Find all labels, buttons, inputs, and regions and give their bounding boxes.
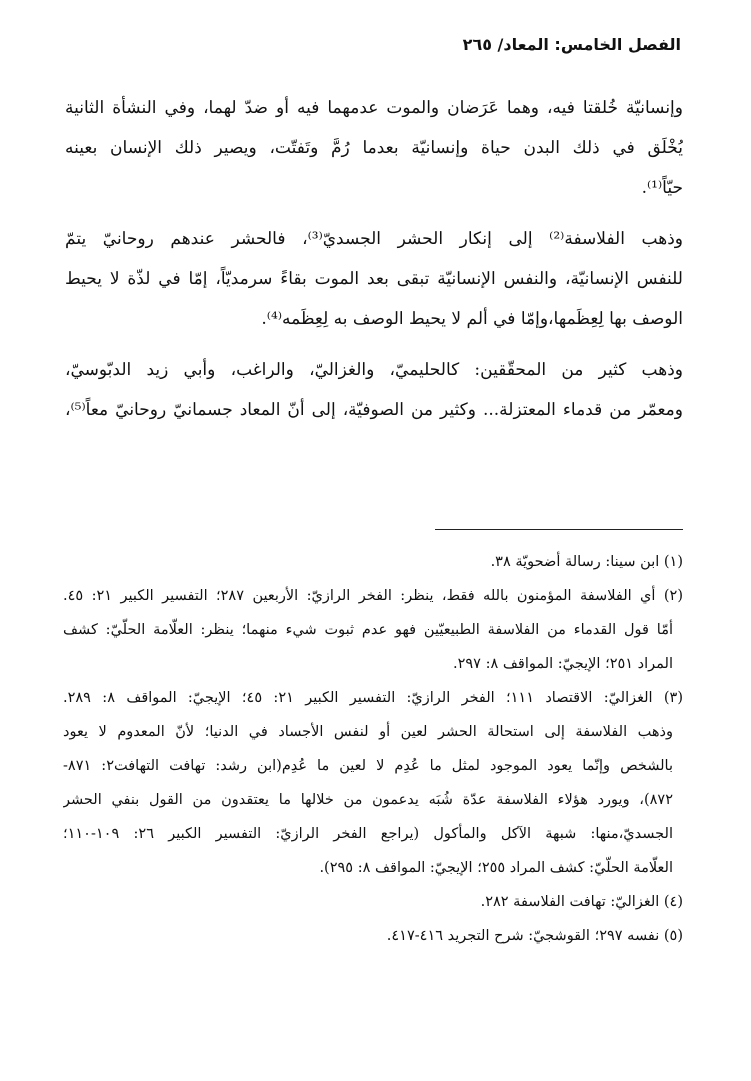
footnote-line: (٥) نفسه ٢٩٧؛ القوشجيّ: شرح التجريد ٤١٦-٤١٧.	[386, 928, 683, 944]
paragraph	[65, 88, 683, 208]
text-line: للنفس الإنسانيّة، والنفس الإنسانيّة تبقى بعد الموت بقاءً سرمديّاً، إمّا في لذّة لا يحيط	[65, 269, 683, 289]
running-head: الفصل الخامس: المعاد/ ٢٦٥	[462, 35, 681, 54]
footnote-line: (٢) أي الفلاسفة المؤمنون بالله فقط، ينظر: الفخر الرازيّ: الأربعين ٢٨٧؛ التفسير الكبير ٢١: ٤٥.	[63, 588, 683, 604]
footnote-2	[63, 579, 683, 681]
paragraph	[65, 219, 683, 339]
text-line: وإنسانيّة خُلقتا فيه، وهما عَرَضان والموت عدمهما فيه أو ضدّ لهما، وفي النشأة الثانية	[65, 98, 683, 118]
text-line: يُخْلَق في ذلك البدن حياة وإنسانيّة بعدما رُمَّ وتَفتّت، ويصير ذلك الإنسان بعينه	[65, 138, 683, 158]
footnote-1	[63, 545, 683, 579]
footnote-line: (٤) الغزاليّ: تهافت الفلاسفة ٢٨٢.	[480, 894, 683, 910]
paragraph	[65, 350, 683, 430]
text-line: ومعمّر من قدماء المعتزلة... وكثير من الصوفيّة، إلى أنّ المعاد جسمانيّ روحانيّ معاً⁽⁵⁾،	[65, 400, 683, 420]
footnote-5	[63, 919, 683, 953]
footnote-line: العلّامة الحلّيّ: كشف المراد ٢٥٥؛ الإيجيّ: المواقف ٨: ٢٩٥).	[319, 860, 673, 876]
text-line: وذهب كثير من المحقّقين: كالحليميّ، والغزاليّ، والراغب، وأبي زيد الدبّوسيّ،	[65, 360, 683, 380]
footnote-line: بالشخص وإنّما يعود الموجود لمثل ما عُدِم لا لعين ما عُدِم(ابن رشد: تهافت التهافت٢: ٨٧١-	[63, 758, 674, 774]
footnote-line: (٣) الغزاليّ: الاقتصاد ١١١؛ الفخر الرازيّ: التفسير الكبير ٢١: ٤٥؛ الإيجيّ: المواقف ٨: ٢٨٩.	[63, 690, 683, 706]
footnote-line: وذهب الفلاسفة إلى استحالة الحشر لعين أو لنفس الأجساد في الدنيا؛ لأنّ المعدوم لا يعود	[63, 724, 673, 740]
footnote-line: أمّا قول القدماء من الفلاسفة الطبيعيّين فهو عدم ثبوت شيء منهما؛ ينظر: العلّامة الحلّيّ: كشف	[63, 622, 673, 638]
footnote-divider	[435, 529, 683, 530]
main-text	[65, 88, 683, 430]
footnotes	[63, 545, 683, 953]
footnote-4	[63, 885, 683, 919]
footnote-line: المراد ٢٥١؛ الإيجيّ: المواقف ٨: ٢٩٧.	[453, 656, 673, 672]
footnote-line: (١) ابن سينا: رسالة أضحويّة ٣٨.	[490, 554, 683, 570]
footnote-line: ٨٧٢)، ويورد هؤلاء الفلاسفة عدّة شُبَه يدعمون من خلالها ما يعتقدون من القول بنفي الحشر	[63, 792, 673, 808]
text-line: الوصف بها لِعِظَمها،وإمّا في ألم لا يحيط الوصف به لِعِظَمه⁽⁴⁾.	[261, 309, 683, 329]
footnote-3	[63, 681, 683, 885]
footnote-line: الجسديّ،منها: شبهة الآكل والمأكول (يراجع الفخر الرازيّ: التفسير الكبير ٢٦: ١٠٩-١١٠؛	[63, 826, 673, 842]
text-line: حيّاً⁽¹⁾.	[641, 178, 683, 198]
text-line: وذهب الفلاسفة⁽²⁾ إلى إنكار الحشر الجسديّ⁽³⁾، فالحشر عندهم روحانيّ يتمّ	[65, 229, 683, 249]
